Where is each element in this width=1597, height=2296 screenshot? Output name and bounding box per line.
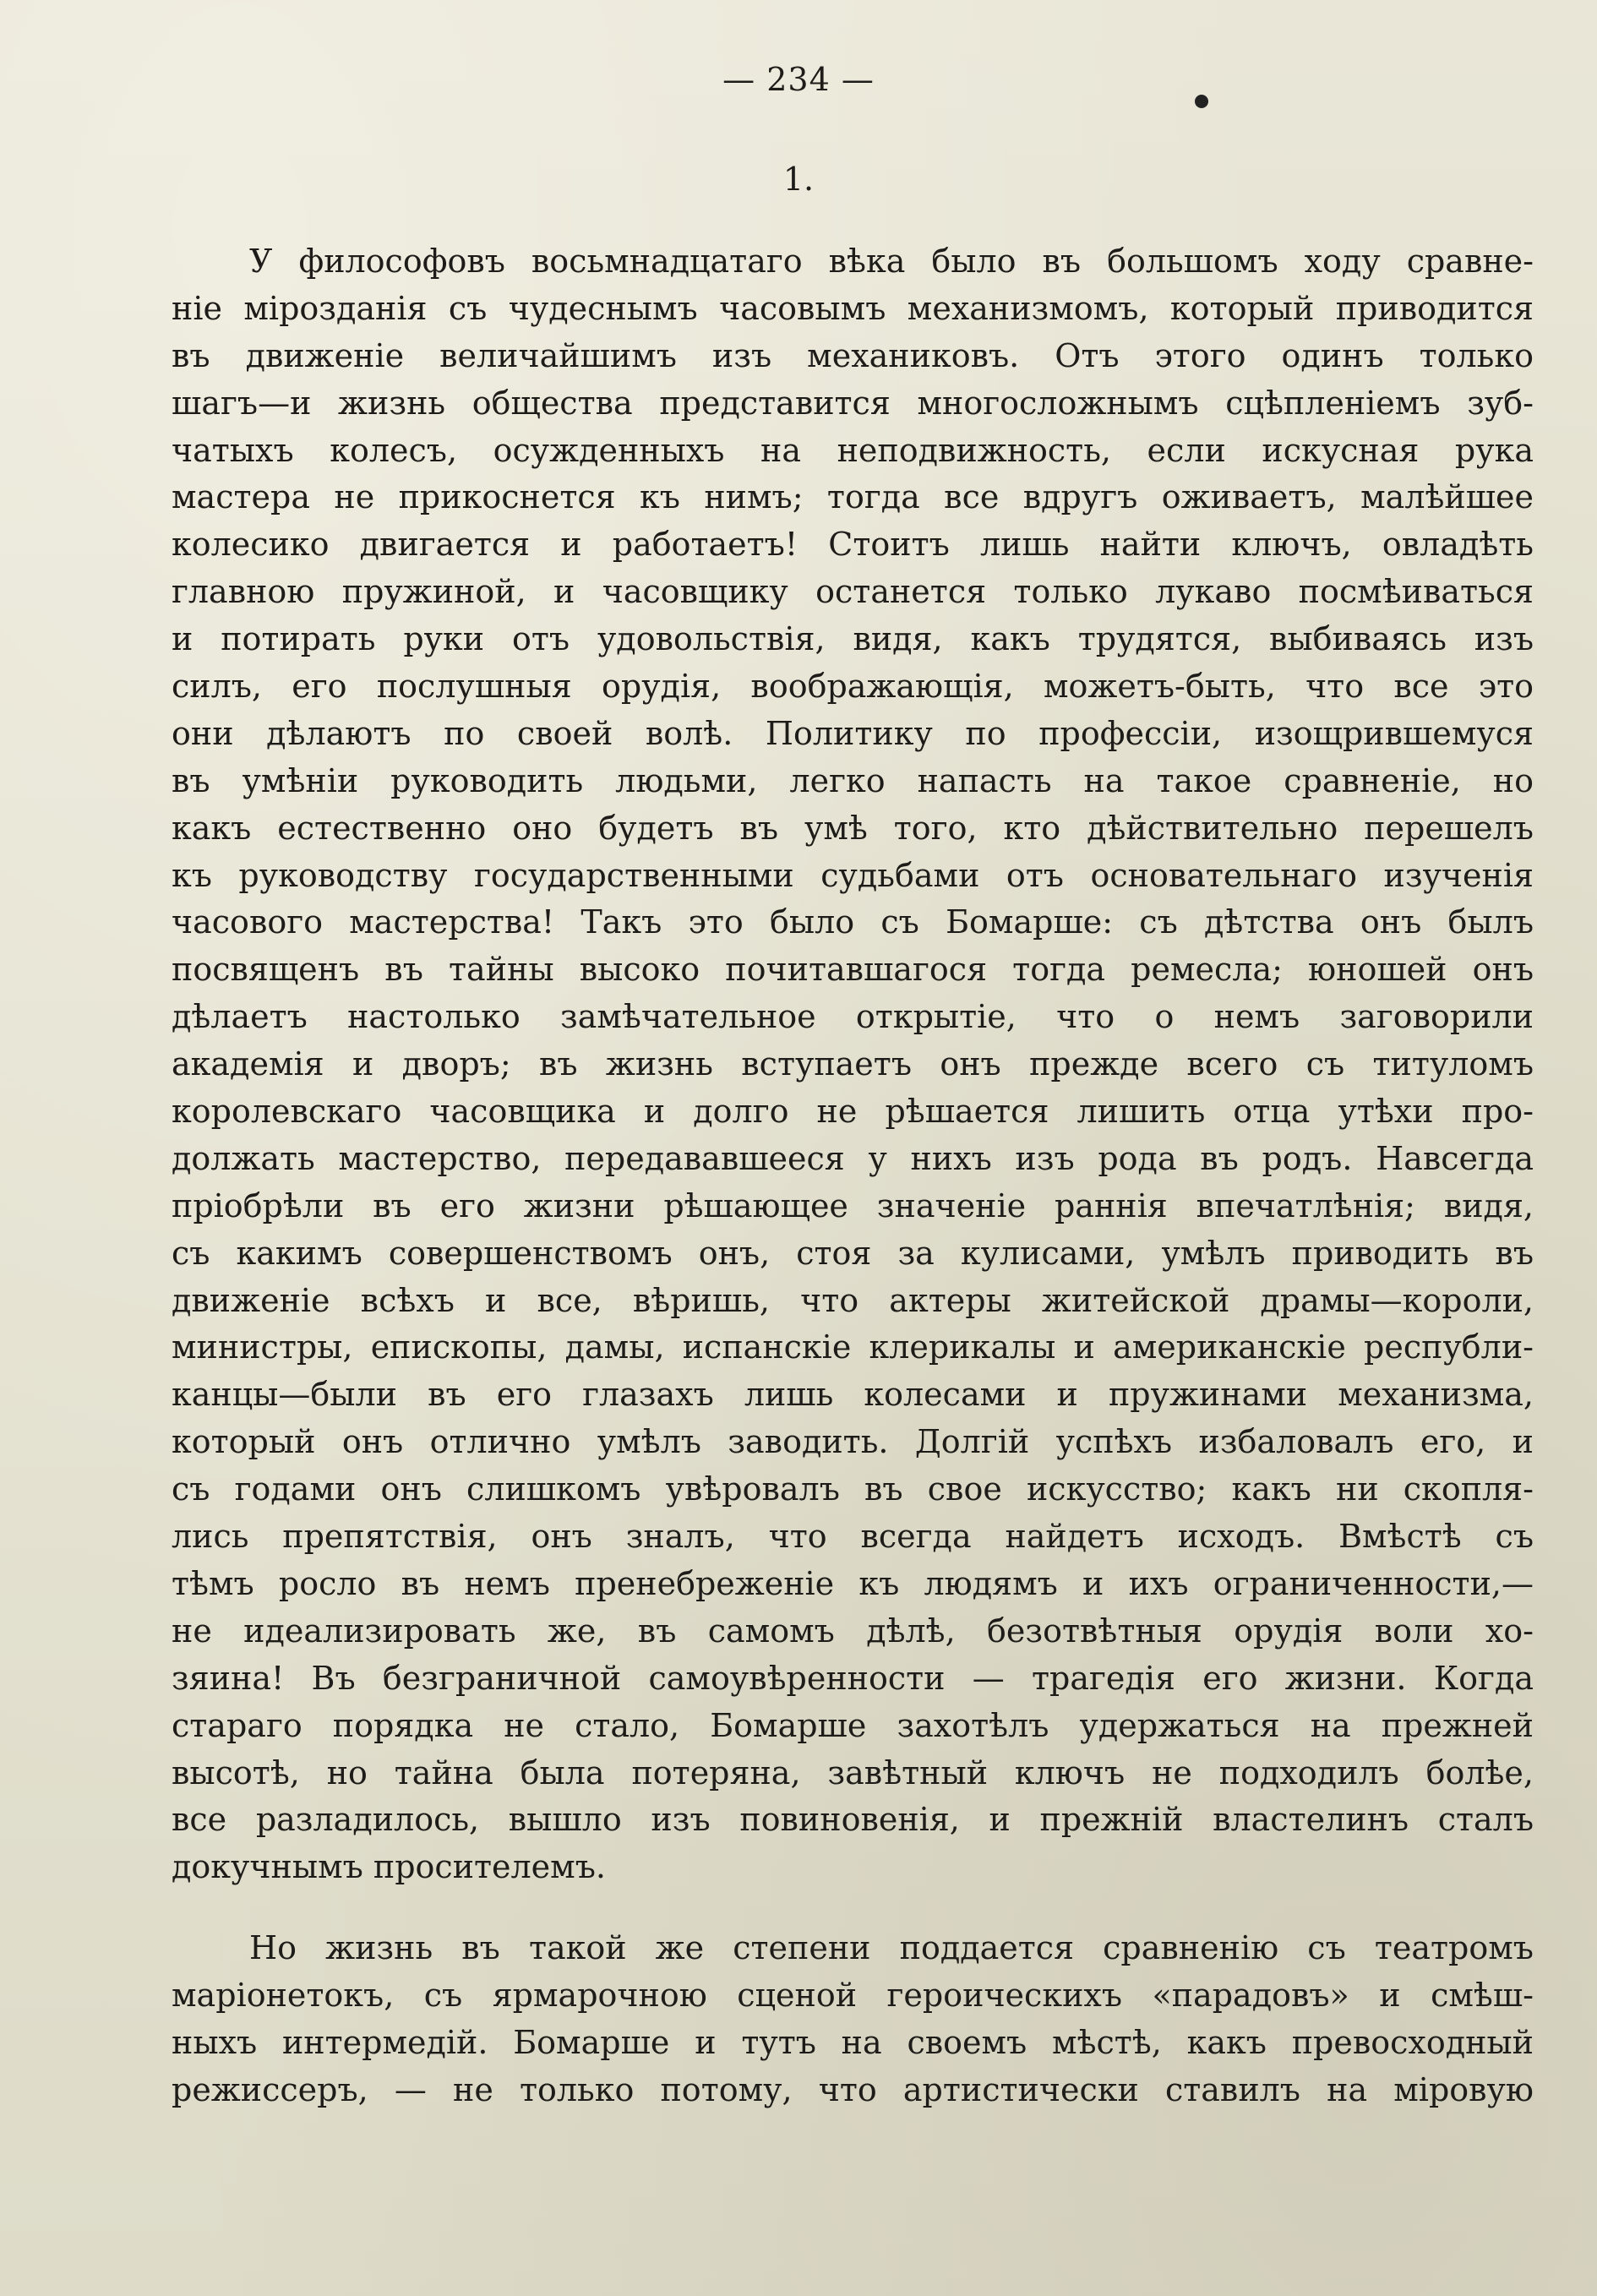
text-line: академія и дворъ; въ жизнь вступаетъ онъ прежде всего съ титуломъ <box>172 1045 1534 1083</box>
paragraph <box>172 1925 1534 2114</box>
text-line: силъ, его послушныя орудія, воображающія, можетъ-быть, что все это <box>172 668 1534 706</box>
page-number: — 234 — <box>722 61 875 98</box>
text-line: колесико двигается и работаетъ! Стоитъ лишь найти ключъ, овладѣть <box>172 526 1534 564</box>
text-line: лись препятствія, онъ зналъ, что всегда найдетъ исходъ. Вмѣстѣ съ <box>172 1518 1534 1556</box>
text-line: не идеализировать же, въ самомъ дѣлѣ, безотвѣтныя орудія воли хо- <box>172 1612 1534 1650</box>
text-line: королевскаго часовщика и долго не рѣшается лишить отца утѣхи про- <box>172 1093 1534 1131</box>
text-line: они дѣлаютъ по своей волѣ. Политику по профессіи, изощрившемуся <box>172 714 1534 752</box>
text-line: стараго порядка не стало, Бомарше захотѣлъ удержаться на прежней <box>172 1706 1534 1744</box>
text-line: дѣлаетъ настолько замѣчательное открытіе, что о немъ заговорили <box>172 998 1534 1036</box>
text-line: режиссеръ, — не только потому, что артистически ставилъ на міровую <box>172 2070 1534 2108</box>
text-line: докучнымъ просителемъ. <box>172 1848 606 1886</box>
text-line: ныхъ интермедій. Бомарше и тутъ на своемъ мѣстѣ, какъ превосходный <box>172 2023 1534 2061</box>
text-line: Но жизнь въ такой же степени поддается сравненію съ театромъ <box>249 1929 1534 1967</box>
text-line: главною пружиной, и часовщику останется только лукаво посмѣиваться <box>172 573 1534 611</box>
text-line: который онъ отлично умѣлъ заводить. Долгій успѣхъ избаловалъ его, и <box>172 1423 1534 1461</box>
text-line: и потирать руки отъ удовольствія, видя, какъ трудятся, выбиваясь изъ <box>172 620 1534 658</box>
text-line: пріобрѣли въ его жизни рѣшающее значеніе раннія впечатлѣнія; видя, <box>172 1186 1534 1224</box>
text-line: съ какимъ совершенствомъ онъ, стоя за кулисами, умѣлъ приводить въ <box>172 1234 1534 1272</box>
text-line: тѣмъ росло въ немъ пренебреженіе къ людямъ и ихъ ограниченности,— <box>172 1564 1534 1602</box>
text-line: маріонетокъ, съ ярмарочною сценой героическихъ «парадовъ» и смѣш- <box>172 1977 1534 2015</box>
text-line: шагъ—и жизнь общества представится многосложнымъ сцѣпленіемъ зуб- <box>172 384 1534 422</box>
text-line: должать мастерство, передававшееся у нихъ изъ рода въ родъ. Навсегда <box>172 1139 1534 1177</box>
paragraph <box>172 238 1534 1891</box>
text-line: чатыхъ колесъ, осужденныхъ на неподвижность, если искусная рука <box>172 431 1534 469</box>
text-line: министры, епископы, дамы, испанскіе клерикалы и американскіе республи- <box>172 1328 1534 1366</box>
body-text <box>172 238 1534 2114</box>
text-line: въ движеніе величайшимъ изъ механиковъ. Отъ этого одинъ только <box>172 336 1534 374</box>
section-number: 1. <box>782 161 815 198</box>
text-line: высотѣ, но тайна была потеряна, завѣтный ключъ не подходилъ болѣе, <box>172 1753 1534 1792</box>
text-line: У философовъ восьмнадцатаго вѣка было въ большомъ ходу сравне- <box>249 243 1534 280</box>
text-line: посвященъ въ тайны высоко почитавшагося тогда ремесла; юношей онъ <box>172 951 1534 989</box>
text-line: все разладилось, вышло изъ повиновенія, и прежній властелинъ сталъ <box>172 1801 1534 1839</box>
text-line: какъ естественно оно будетъ въ умѣ того, кто дѣйствительно перешелъ <box>172 809 1534 847</box>
text-line: зяина! Въ безграничной самоувѣренности — трагедія его жизни. Когда <box>172 1659 1534 1697</box>
text-line: мастера не прикоснется къ нимъ; тогда все вдругъ оживаетъ, малѣйшее <box>172 478 1534 516</box>
text-line: часового мастерства! Такъ это было съ Бомарше: съ дѣтства онъ былъ <box>172 903 1534 941</box>
text-line: ніе мірозданія съ чудеснымъ часовымъ механизмомъ, который приводится <box>172 289 1534 327</box>
text-line: къ руководству государственными судьбами отъ основательнаго изученія <box>172 856 1534 894</box>
text-line: движеніе всѣхъ и все, вѣришь, что актеры житейской драмы—короли, <box>172 1281 1534 1319</box>
text-line: канцы—были въ его глазахъ лишь колесами и пружинами механизма, <box>172 1376 1534 1414</box>
paragraph-gap <box>172 1891 1534 1925</box>
text-line: съ годами онъ слишкомъ увѣровалъ въ свое искусство; какъ ни скопля- <box>172 1470 1534 1508</box>
text-line: въ умѣніи руководить людьми, легко напасть на такое сравненіе, но <box>172 761 1534 799</box>
